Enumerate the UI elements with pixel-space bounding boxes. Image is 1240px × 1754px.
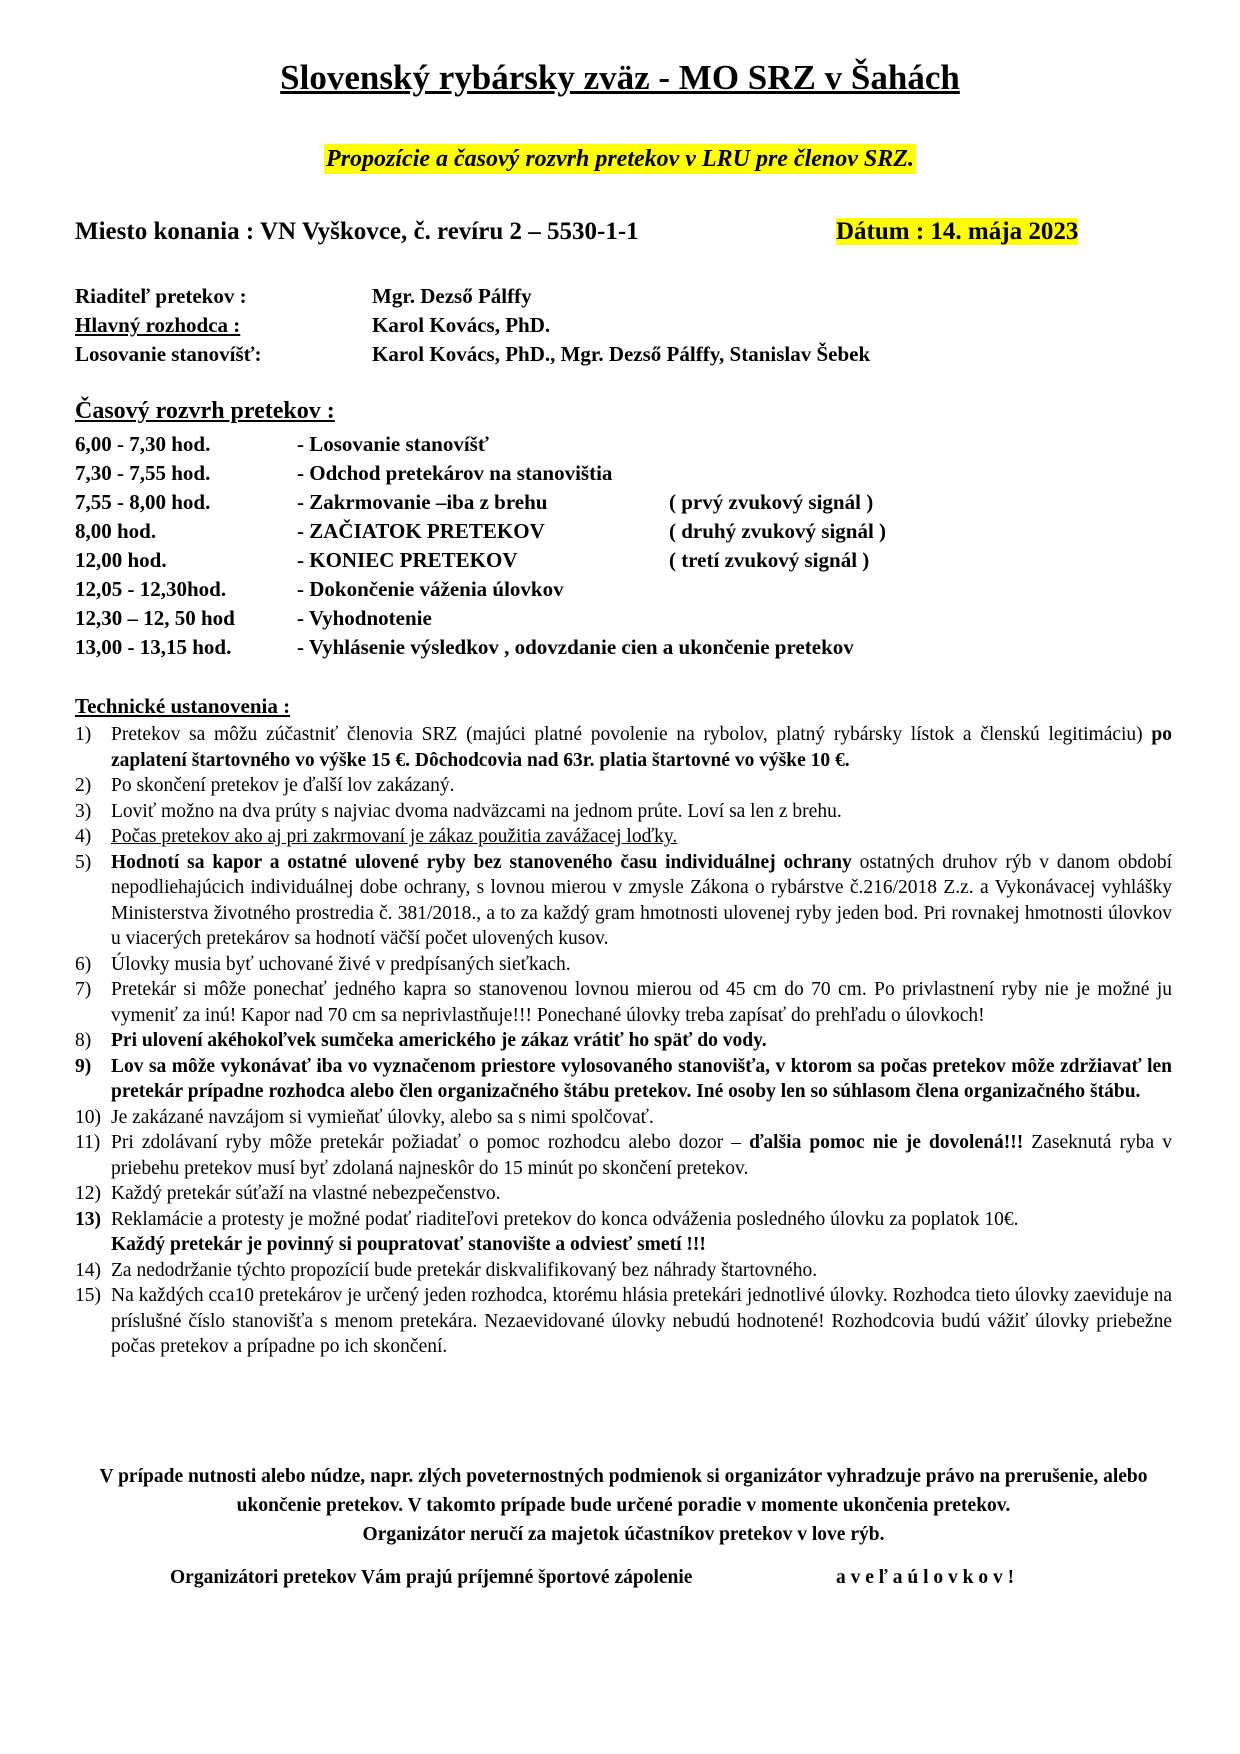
rule-item: [75, 773, 1172, 799]
rule-text: Úlovky musia byť uchované živé v predpísaných sieťkach.: [111, 953, 571, 975]
rule-text: ďalšia pomoc nie je dovolená!!!: [749, 1132, 1024, 1153]
schedule-time: 13,00 - 13,15 hod.: [75, 635, 232, 659]
schedule-time: 8,00 hod.: [75, 519, 157, 543]
rule-item: [75, 1258, 1172, 1284]
schedule-time: 12,00 hod.: [75, 548, 167, 572]
rule-number: 13): [75, 1208, 101, 1230]
schedule-note: ( druhý zvukový signál ): [669, 519, 887, 543]
schedule-note: ( prvý zvukový signál ): [669, 490, 874, 514]
subtitle-highlight: Propozície a časový rozvrh pretekov v LRU pre členov SRZ.: [326, 146, 914, 172]
schedule-event: - Dokončenie váženia úlovkov: [297, 577, 564, 601]
rule-number: 10): [75, 1106, 101, 1128]
technical-title: Technické ustanovenia :: [75, 694, 291, 718]
rule-number: 3): [75, 800, 92, 822]
rule-text: Počas pretekov ako aj pri zakrmovaní je zákaz použitia zavážacej loďky.: [111, 826, 678, 847]
rule-item: [75, 1130, 1172, 1181]
rule-text: Reklamácie a protesty je možné podať riaditeľovi pretekov do konca odváženia posledného úlovku za poplatok 10€.: [111, 1208, 1019, 1230]
rule-item: [75, 1028, 1172, 1054]
wish-spaced-text: a v e ľ a ú l o v k o v !: [836, 1567, 1015, 1588]
schedule-time: 7,30 - 7,55 hod.: [75, 461, 211, 485]
rule-item: [75, 1207, 1172, 1258]
venue-info: Miesto konania : VN Vyškovce, č. revíru 2 – 5530-1-1: [75, 218, 639, 245]
schedule-time: 6,00 - 7,30 hod.: [75, 432, 211, 456]
schedule-time: 12,05 - 12,30hod.: [75, 577, 227, 601]
rule-text: Za nedodržanie týchto propozícií bude pretekár diskvalifikovaný bez náhrady štartovného.: [111, 1259, 818, 1281]
schedule-time: 12,30 – 12, 50 hod: [75, 606, 235, 630]
rule-item: [75, 850, 1172, 952]
rule-number: 15): [75, 1285, 101, 1306]
document-title: Slovenský rybársky zväz - MO SRZ v Šahách: [280, 58, 960, 97]
rule-item: [75, 1054, 1172, 1105]
rule-text: Hodnotí sa kapor a ostatné ulovené ryby bez stanoveného času individuálnej ochrany: [111, 851, 852, 873]
rule-item: [75, 977, 1172, 1028]
rule-number: 4): [75, 826, 92, 847]
rule-text: Je zakázané navzájom si vymieňať úlovky, alebo sa s nimi spolčovať.: [111, 1106, 654, 1128]
schedule-event: - KONIEC PRETEKOV: [297, 548, 518, 572]
rule-number: 9): [75, 1055, 92, 1077]
rule-item: [75, 722, 1172, 773]
date-highlight: Dátum : 14. mája 2023: [836, 218, 1079, 245]
rule-number: 5): [75, 851, 92, 873]
official-label: Hlavný rozhodca :: [75, 313, 241, 337]
rule-text: Pretekov sa môžu zúčastniť členovia SRZ (majúci platné povolenie na rybolov, platný rybársky lístok a členskú legitimáciu): [111, 724, 1152, 745]
rule-text: Na každých cca10 pretekárov je určený jeden rozhodca, ktorému hlásia pretekári jednotlivé úlovky. Rozhodca tieto úlovky zaeviduje na príslušné číslo stanovišťa s menom pretekára. Nezaevidované úlovky nebudú hodnotené! Rozhodcovia budú vážiť úlovky priebežne počas pretekov a prípadne po ich skončení.: [111, 1285, 1172, 1357]
schedule-event: - Vyhlásenie výsledkov , odovzdanie cien a ukončenie pretekov: [297, 635, 854, 659]
event-date: [836, 218, 1078, 246]
rule-number: 12): [75, 1183, 101, 1204]
rule-text: Zaseknutá ryba v priebehu pretekov musí byť zdolaná najneskôr do 15 minút po skončení pretekov.: [111, 1132, 1172, 1179]
schedule-note: ( tretí zvukový signál ): [669, 548, 870, 572]
rule-item: [75, 1283, 1172, 1360]
schedule-event: - Odchod pretekárov na stanovištia: [297, 461, 613, 485]
rule-item: [75, 1105, 1172, 1131]
closing-line-2: Organizátor neručí za majetok účastníkov pretekov v love rýb.: [362, 1524, 885, 1545]
rule-item: [75, 1181, 1172, 1207]
rule-number: 2): [75, 775, 92, 796]
rule-text: Každý pretekár je povinný si poupratovať stanovište a odviesť smetí !!!: [111, 1234, 706, 1255]
rule-text: Pretekár si môže ponechať jedného kapra so stanovenou lovnou mierou od 45 cm do 70 cm. Po privlastnení ryby nie je možné ju vymeniť za inú! Kapor nad 70 cm sa neprivlastňuje!!! Ponechané úlovky treba zapísať do prehľadu o úlovkoch!: [111, 979, 1172, 1026]
rule-number: 6): [75, 953, 92, 975]
schedule-event: - Zakrmovanie –iba z brehu: [297, 490, 548, 514]
rule-text: Po skončení pretekov je ďalší lov zakázaný.: [111, 775, 455, 796]
rule-number: 14): [75, 1259, 101, 1281]
rules-list: [75, 722, 1172, 1360]
schedule-title: Časový rozvrh pretekov :: [75, 398, 335, 424]
closing-notice: [75, 1462, 1172, 1549]
rule-text: po zaplatení štartovného vo výške 15 €. Dôchodcovia nad 63r. platia štartovné vo výške 10 €.: [111, 724, 1172, 771]
rule-item: [75, 799, 1172, 825]
official-value: Mgr. Dezső Pálffy: [372, 284, 532, 308]
official-value: Karol Kovács, PhD.: [372, 313, 551, 337]
rule-item: [75, 952, 1172, 978]
wish-text: Organizátori pretekov Vám prajú príjemné športové zápolenie: [170, 1567, 693, 1588]
rule-number: 7): [75, 979, 92, 1000]
rule-text: Loviť možno na dva prúty s najviac dvoma nadväzcami na jednom prúte. Loví sa len z brehu.: [111, 800, 842, 822]
rule-text: Každý pretekár súťaží na vlastné nebezpečenstvo.: [111, 1183, 501, 1204]
official-label: Riaditeľ pretekov :: [75, 284, 247, 308]
rule-text: Pri ulovení akéhokoľvek sumčeka amerického je zákaz vrátiť ho späť do vody.: [111, 1030, 767, 1051]
rule-item: [75, 824, 1172, 850]
rule-number: 1): [75, 724, 92, 745]
rule-number: 8): [75, 1030, 92, 1051]
schedule-event: - Losovanie stanovíšť: [297, 432, 489, 456]
schedule-event: - Vyhodnotenie: [297, 606, 432, 630]
closing-line-1: V prípade nutnosti alebo núdze, napr. zlých poveternostných podmienok si organizátor vyhradzuje právo na prerušenie, alebo ukončenie pretekov. V takomto prípade bude určené poradie v momente ukončenia pretekov.: [99, 1466, 1148, 1516]
rule-number: 11): [75, 1132, 101, 1153]
rule-text: Lov sa môže vykonávať iba vo vyznačenom priestore vylosovaného stanovišťa, v ktorom sa počas pretekov môže zdržiavať len pretekár prípadne rozhodca alebo člen organizačného štábu pretekov. Iné osoby len so súhlasom člena organizačného štábu.: [111, 1055, 1172, 1102]
rule-text: ostatných druhov rýb v danom období nepodliehajúcich individuálnej dobe ochrany, s lovnou mierou v zmysle Zákona o rybárstve č.216/2018 Z.z. a Vykonávacej vyhlášky Ministerstva životného prostredia č. 381/2018., a to za každý gram hmotnosti ulovenej ryby jeden bod. Pri rovnakej hmotnosti úlovkov u viacerých pretekárov sa hodnotí väčší počet ulovených kusov.: [111, 851, 1172, 949]
schedule-time: 7,55 - 8,00 hod.: [75, 490, 211, 514]
official-value: Karol Kovács, PhD., Mgr. Dezső Pálffy, Stanislav Šebek: [372, 342, 871, 366]
official-label: Losovanie stanovíšť:: [75, 342, 262, 366]
schedule-event: - ZAČIATOK PRETEKOV: [297, 519, 545, 543]
document-subtitle: [0, 146, 1240, 173]
rule-text: Pri zdolávaní ryby môže pretekár požiadať o pomoc rozhodcu alebo dozor –: [111, 1132, 750, 1153]
